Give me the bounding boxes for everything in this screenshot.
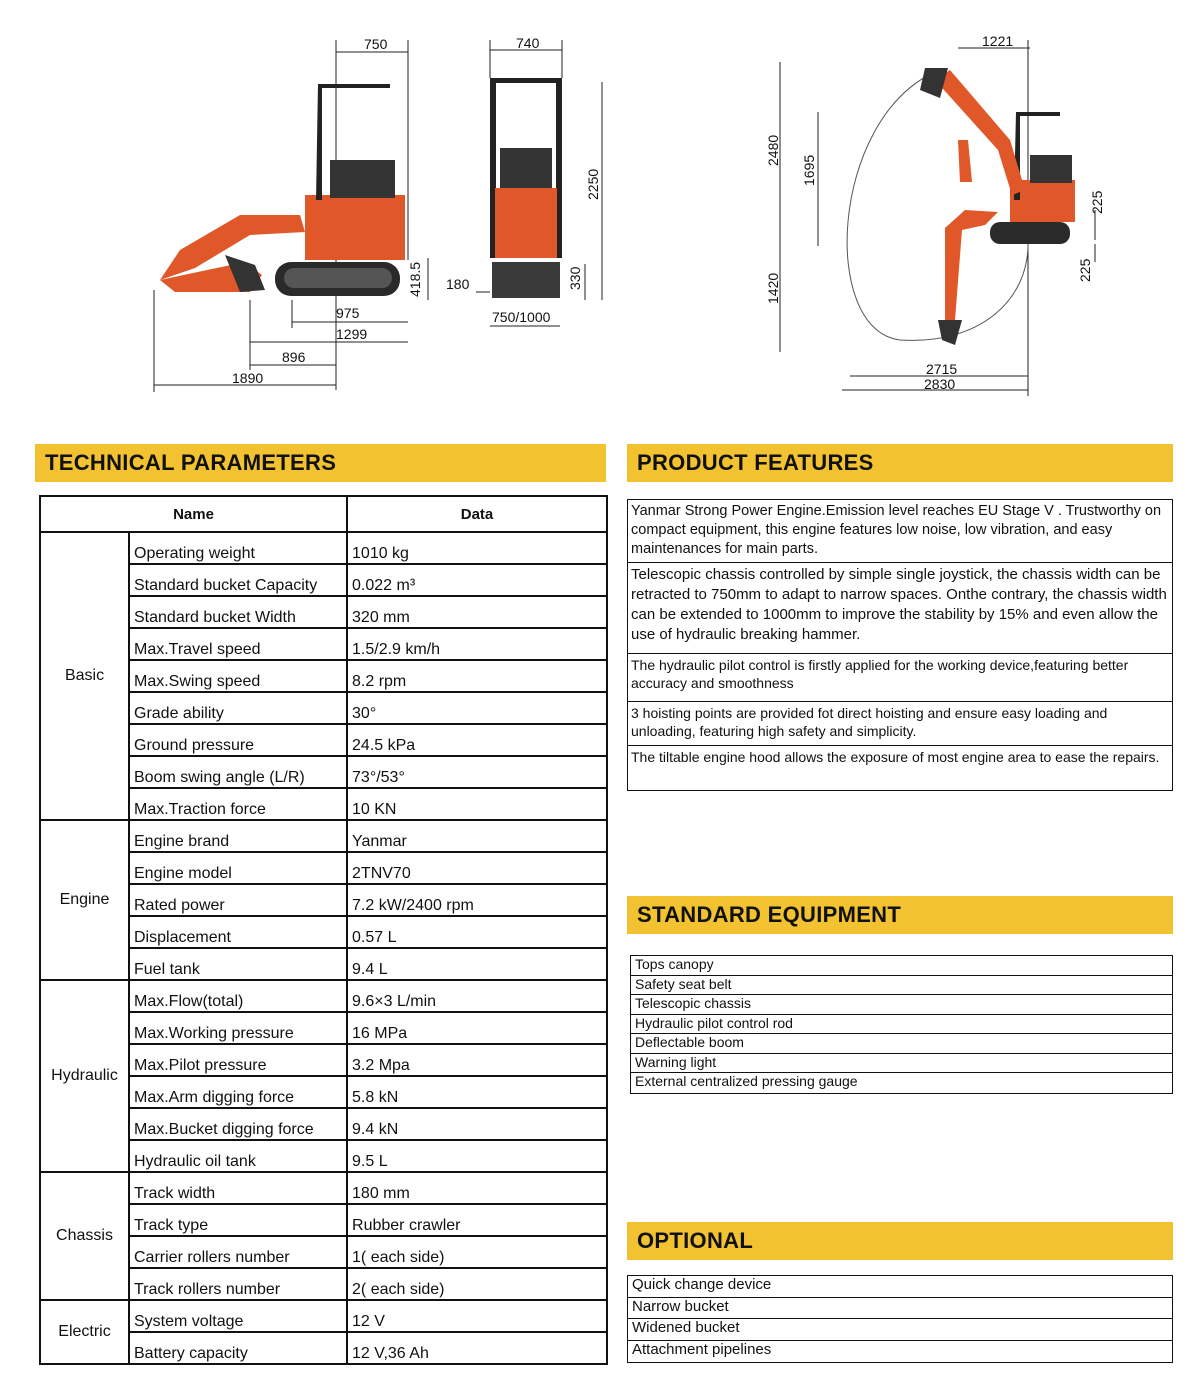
standard-equipment-title: STANDARD EQUIPMENT — [637, 902, 902, 927]
optional-item: Quick change device — [628, 1276, 1172, 1298]
parameter-value: 16 MPa — [347, 1012, 607, 1044]
dim-range-1221: 1221 — [982, 33, 1014, 49]
optional-title: OPTIONAL — [637, 1228, 754, 1253]
optional-item: Widened bucket — [628, 1319, 1172, 1341]
feature-item: The tiltable engine hood allows the exposure of most engine area to ease the repairs. — [631, 749, 1160, 765]
parameter-name: Carrier rollers number — [129, 1236, 347, 1268]
dim-side-750: 750 — [364, 36, 388, 52]
category-cell: Chassis — [40, 1172, 129, 1300]
table-row — [40, 980, 607, 1012]
parameter-name: Engine brand — [129, 820, 347, 852]
parameter-name: Rated power — [129, 884, 347, 916]
front-view-excavator — [490, 78, 562, 298]
dim-range-1695: 1695 — [801, 154, 817, 186]
standard-equipment-item: Tops canopy — [631, 956, 1172, 976]
dim-front-180: 180 — [446, 276, 470, 292]
product-features-list — [627, 499, 1173, 791]
parameter-value: 320 mm — [347, 596, 607, 628]
dim-front-750-1000: 750/1000 — [492, 309, 551, 325]
dim-range-225-b: 225 — [1077, 258, 1093, 282]
side-view-excavator — [160, 84, 405, 296]
optional-item: Attachment pipelines — [632, 1340, 772, 1358]
parameter-name: Ground pressure — [129, 724, 347, 756]
table-row — [40, 532, 607, 564]
parameter-value: Yanmar — [347, 820, 607, 852]
dim-side-1299: 1299 — [336, 326, 368, 342]
parameter-value: 3.2 Mpa — [347, 1044, 607, 1076]
parameter-value: 5.8 kN — [347, 1076, 607, 1108]
standard-equipment-item: Warning light — [631, 1054, 1172, 1074]
parameter-value: 9.4 kN — [347, 1108, 607, 1140]
parameter-value: 12 V — [347, 1300, 607, 1332]
parameter-name: Operating weight — [129, 532, 347, 564]
parameter-value: 2TNV70 — [347, 852, 607, 884]
parameter-value: 1010 kg — [347, 532, 607, 564]
feature-item: The hydraulic pilot control is firstly applied for the working device,featuring better accuracy and smoothness — [628, 654, 1172, 702]
table-row — [40, 820, 607, 852]
parameter-name: Fuel tank — [129, 948, 347, 980]
feature-item: Telescopic chassis controlled by simple single joystick, the chassis width can be retracted to 750mm to adapt to narrow spaces. Onthe contrary, the chassis width can be extended to 1000mm to improve the stability by 15% and even allow the use of hydraulic breaking hammer. — [628, 563, 1172, 654]
parameter-name: Standard bucket Width — [129, 596, 347, 628]
standard-equipment-banner — [627, 896, 1173, 934]
standard-equipment-list — [630, 955, 1173, 1094]
dim-side-896: 896 — [282, 349, 306, 365]
parameter-name: Max.Swing speed — [129, 660, 347, 692]
parameter-name: Track type — [129, 1204, 347, 1236]
feature-item: 3 hoisting points are provided fot direct hoisting and ensure easy loading and unloading, featuring high safety and simplicity. — [628, 702, 1172, 746]
parameter-name: Max.Flow(total) — [129, 980, 347, 1012]
parameter-name: Max.Arm digging force — [129, 1076, 347, 1108]
parameter-value: Rubber crawler — [347, 1204, 607, 1236]
parameter-name: System voltage — [129, 1300, 347, 1332]
optional-item: Narrow bucket — [628, 1298, 1172, 1320]
optional-list — [627, 1275, 1173, 1363]
dim-range-2480: 2480 — [765, 134, 781, 166]
parameter-value: 10 KN — [347, 788, 607, 820]
standard-equipment-item: Safety seat belt — [631, 976, 1172, 996]
dimension-drawings — [0, 0, 1200, 420]
parameter-name: Max.Working pressure — [129, 1012, 347, 1044]
parameter-value: 12 V,36 Ah — [347, 1332, 607, 1364]
category-cell: Hydraulic — [40, 980, 129, 1172]
parameter-name: Max.Bucket digging force — [129, 1108, 347, 1140]
dim-front-740: 740 — [516, 35, 540, 51]
parameter-value: 1( each side) — [347, 1236, 607, 1268]
parameter-value: 8.2 rpm — [347, 660, 607, 692]
standard-equipment-item: Telescopic chassis — [631, 995, 1172, 1015]
work-range-excavator — [920, 68, 1075, 345]
parameter-value: 9.6×3 L/min — [347, 980, 607, 1012]
parameter-name: Max.Traction force — [129, 788, 347, 820]
parameter-value: 0.022 m³ — [347, 564, 607, 596]
feature-item: Yanmar Strong Power Engine.Emission level reaches EU Stage V . Trustworthy on compact equipment, this engine features low noise, low vibration, and easy maintenances for main parts. — [628, 500, 1172, 563]
parameter-value: 30° — [347, 692, 607, 724]
technical-parameters-banner — [35, 444, 606, 482]
table-row — [40, 1172, 607, 1204]
standard-equipment-item: Deflectable boom — [631, 1034, 1172, 1054]
parameter-value: 2( each side) — [347, 1268, 607, 1300]
product-features-title: PRODUCT FEATURES — [637, 450, 874, 475]
dim-front-2250: 2250 — [585, 168, 601, 200]
parameter-value: 180 mm — [347, 1172, 607, 1204]
dim-range-1420: 1420 — [765, 272, 781, 304]
dim-range-225-a: 225 — [1089, 190, 1105, 214]
dim-range-2715: 2715 — [926, 361, 958, 377]
dim-range-2830: 2830 — [924, 376, 956, 392]
parameters-body — [40, 532, 607, 1364]
product-features-banner — [627, 444, 1173, 482]
technical-parameters-table — [39, 495, 608, 1365]
standard-equipment-item: Hydraulic pilot control rod — [631, 1015, 1172, 1035]
header-data: Data — [347, 496, 607, 532]
parameter-value: 73°/53° — [347, 756, 607, 788]
parameter-value: 7.2 kW/2400 rpm — [347, 884, 607, 916]
parameter-name: Hydraulic oil tank — [129, 1140, 347, 1172]
dim-side-418: 418.5 — [407, 261, 423, 297]
parameter-name: Displacement — [129, 916, 347, 948]
category-cell: Electric — [40, 1300, 129, 1364]
parameter-name: Track rollers number — [129, 1268, 347, 1300]
dim-side-975: 975 — [336, 305, 360, 321]
parameter-value: 24.5 kPa — [347, 724, 607, 756]
table-row — [40, 1300, 607, 1332]
header-name: Name — [40, 496, 347, 532]
parameter-value: 9.5 L — [347, 1140, 607, 1172]
parameter-name: Grade ability — [129, 692, 347, 724]
optional-banner — [627, 1222, 1173, 1260]
standard-equipment-item: External centralized pressing gauge — [635, 1073, 858, 1089]
parameter-name: Standard bucket Capacity — [129, 564, 347, 596]
parameter-name: Max.Pilot pressure — [129, 1044, 347, 1076]
category-cell: Engine — [40, 820, 129, 980]
parameter-value: 9.4 L — [347, 948, 607, 980]
parameter-value: 1.5/2.9 km/h — [347, 628, 607, 660]
parameter-value: 0.57 L — [347, 916, 607, 948]
technical-parameters-title: TECHNICAL PARAMETERS — [45, 450, 337, 475]
parameter-name: Battery capacity — [129, 1332, 347, 1364]
parameter-name: Engine model — [129, 852, 347, 884]
dim-side-1890: 1890 — [232, 370, 264, 386]
parameter-name: Max.Travel speed — [129, 628, 347, 660]
dim-front-330: 330 — [567, 266, 583, 290]
parameter-name: Track width — [129, 1172, 347, 1204]
category-cell: Basic — [40, 532, 129, 820]
parameter-name: Boom swing angle (L/R) — [129, 756, 347, 788]
